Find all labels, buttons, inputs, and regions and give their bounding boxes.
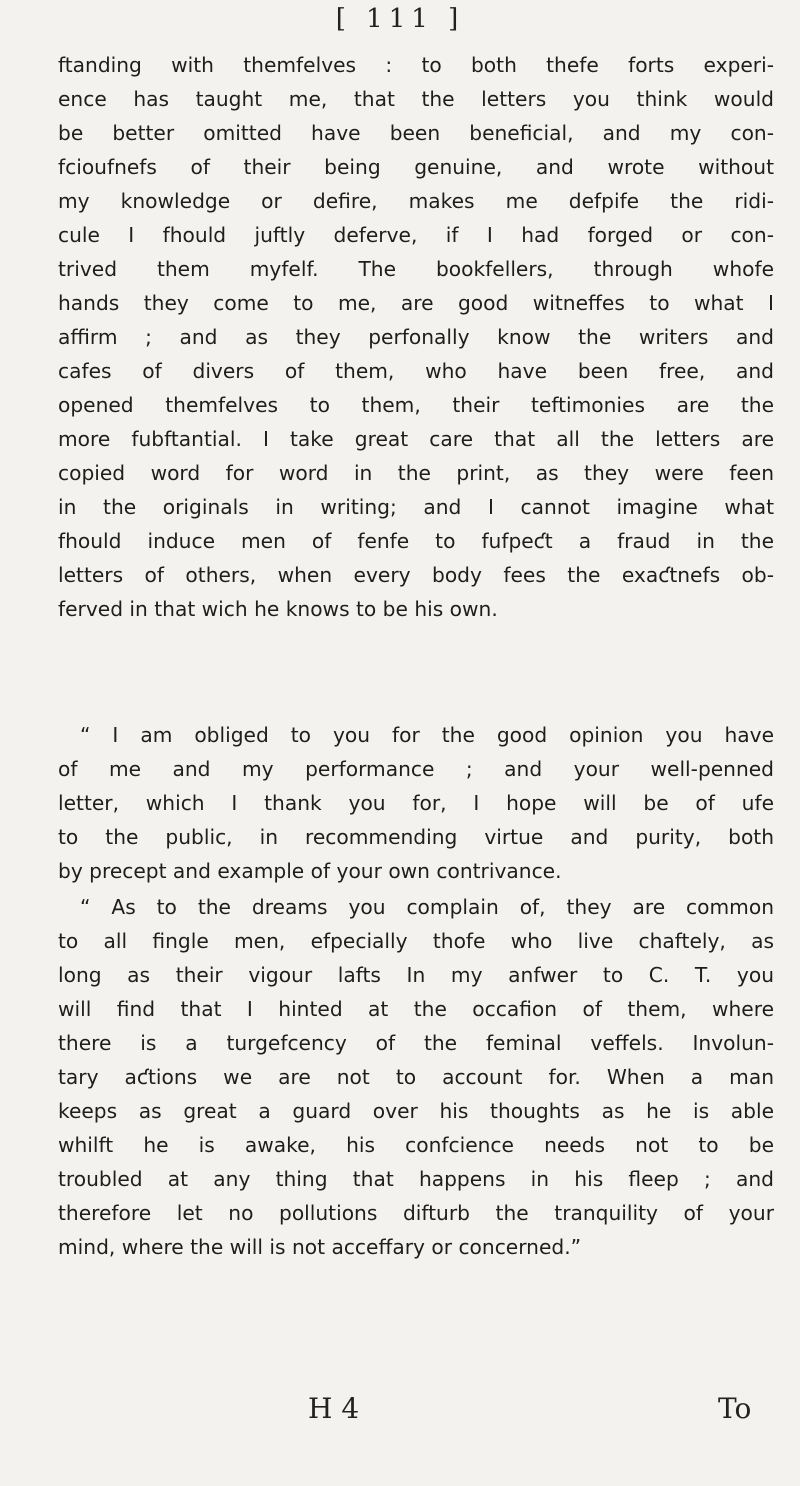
text-line: ferved in that wich he knows to be his own. <box>58 597 498 621</box>
text-line: to the public, in recommending virtue and purity, both <box>58 825 774 849</box>
text-line: “ As to the dreams you complain of, they are common <box>80 895 774 919</box>
text-line: long as their vigour lafts In my anfwer to C. T. you <box>58 963 774 987</box>
text-line: there is a turgefcency of the feminal veffels. Involun- <box>58 1031 774 1055</box>
text-line: tary aƈtions we are not to account for. When a man <box>58 1065 774 1089</box>
text-line: fcioufnefs of their being genuine, and wrote without <box>58 155 774 179</box>
text-line: to all fingle men, efpecially thofe who live chaftely, as <box>58 929 774 953</box>
text-line: letter, which I thank you for, I hope will be of ufe <box>58 791 774 815</box>
catchword: To <box>718 1392 752 1425</box>
page-footer <box>0 1392 800 1442</box>
text-line: whilft he is awake, his confcience needs not to be <box>58 1133 774 1157</box>
text-line: of me and my performance ; and your well-penned <box>58 757 774 781</box>
text-line: cafes of divers of them, who have been free, and <box>58 359 774 383</box>
text-line: troubled at any thing that happens in his fleep ; and <box>58 1167 774 1191</box>
text-line: cule I fhould juftly deferve, if I had forged or con- <box>58 223 774 247</box>
text-line: by precept and example of your own contrivance. <box>58 859 562 883</box>
paragraph-3 <box>58 890 774 1264</box>
text-line: “ I am obliged to you for the good opinion you have <box>80 723 774 747</box>
text-line: ftanding with themfelves : to both thefe forts experi- <box>58 53 774 77</box>
text-line: opened themfelves to them, their teftimonies are the <box>58 393 774 417</box>
text-line: hands they come to me, are good witneffes to what I <box>58 291 774 315</box>
text-line: copied word for word in the print, as they were feen <box>58 461 774 485</box>
text-line: more fubftantial. I take great care that all the letters are <box>58 427 774 451</box>
text-line: be better omitted have been beneficial, and my con- <box>58 121 774 145</box>
text-line: will find that I hinted at the occafion of them, where <box>58 997 774 1021</box>
text-line: mind, where the will is not acceffary or concerned.” <box>58 1235 582 1259</box>
paragraph-2 <box>58 718 774 888</box>
text-line: in the originals in writing; and I cannot imagine what <box>58 495 774 519</box>
paragraph-1 <box>58 48 774 626</box>
text-line: keeps as great a guard over his thoughts as he is able <box>58 1099 774 1123</box>
text-line: ence has taught me, that the letters you think would <box>58 87 774 111</box>
text-line: affirm ; and as they perfonally know the writers and <box>58 325 774 349</box>
text-line: fhould induce men of fenfe to fufpeƈt a fraud in the <box>58 529 774 553</box>
signature-mark: H 4 <box>308 1392 360 1425</box>
text-line: my knowledge or defire, makes me defpife the ridi- <box>58 189 774 213</box>
text-line: trived them myfelf. The bookfellers, through whofe <box>58 257 774 281</box>
text-line: letters of others, when every body fees the exaƈtnefs ob- <box>58 563 774 587</box>
page-number: [ 111 ] <box>335 4 465 34</box>
text-line: therefore let no pollutions difturb the tranquility of your <box>58 1201 774 1225</box>
